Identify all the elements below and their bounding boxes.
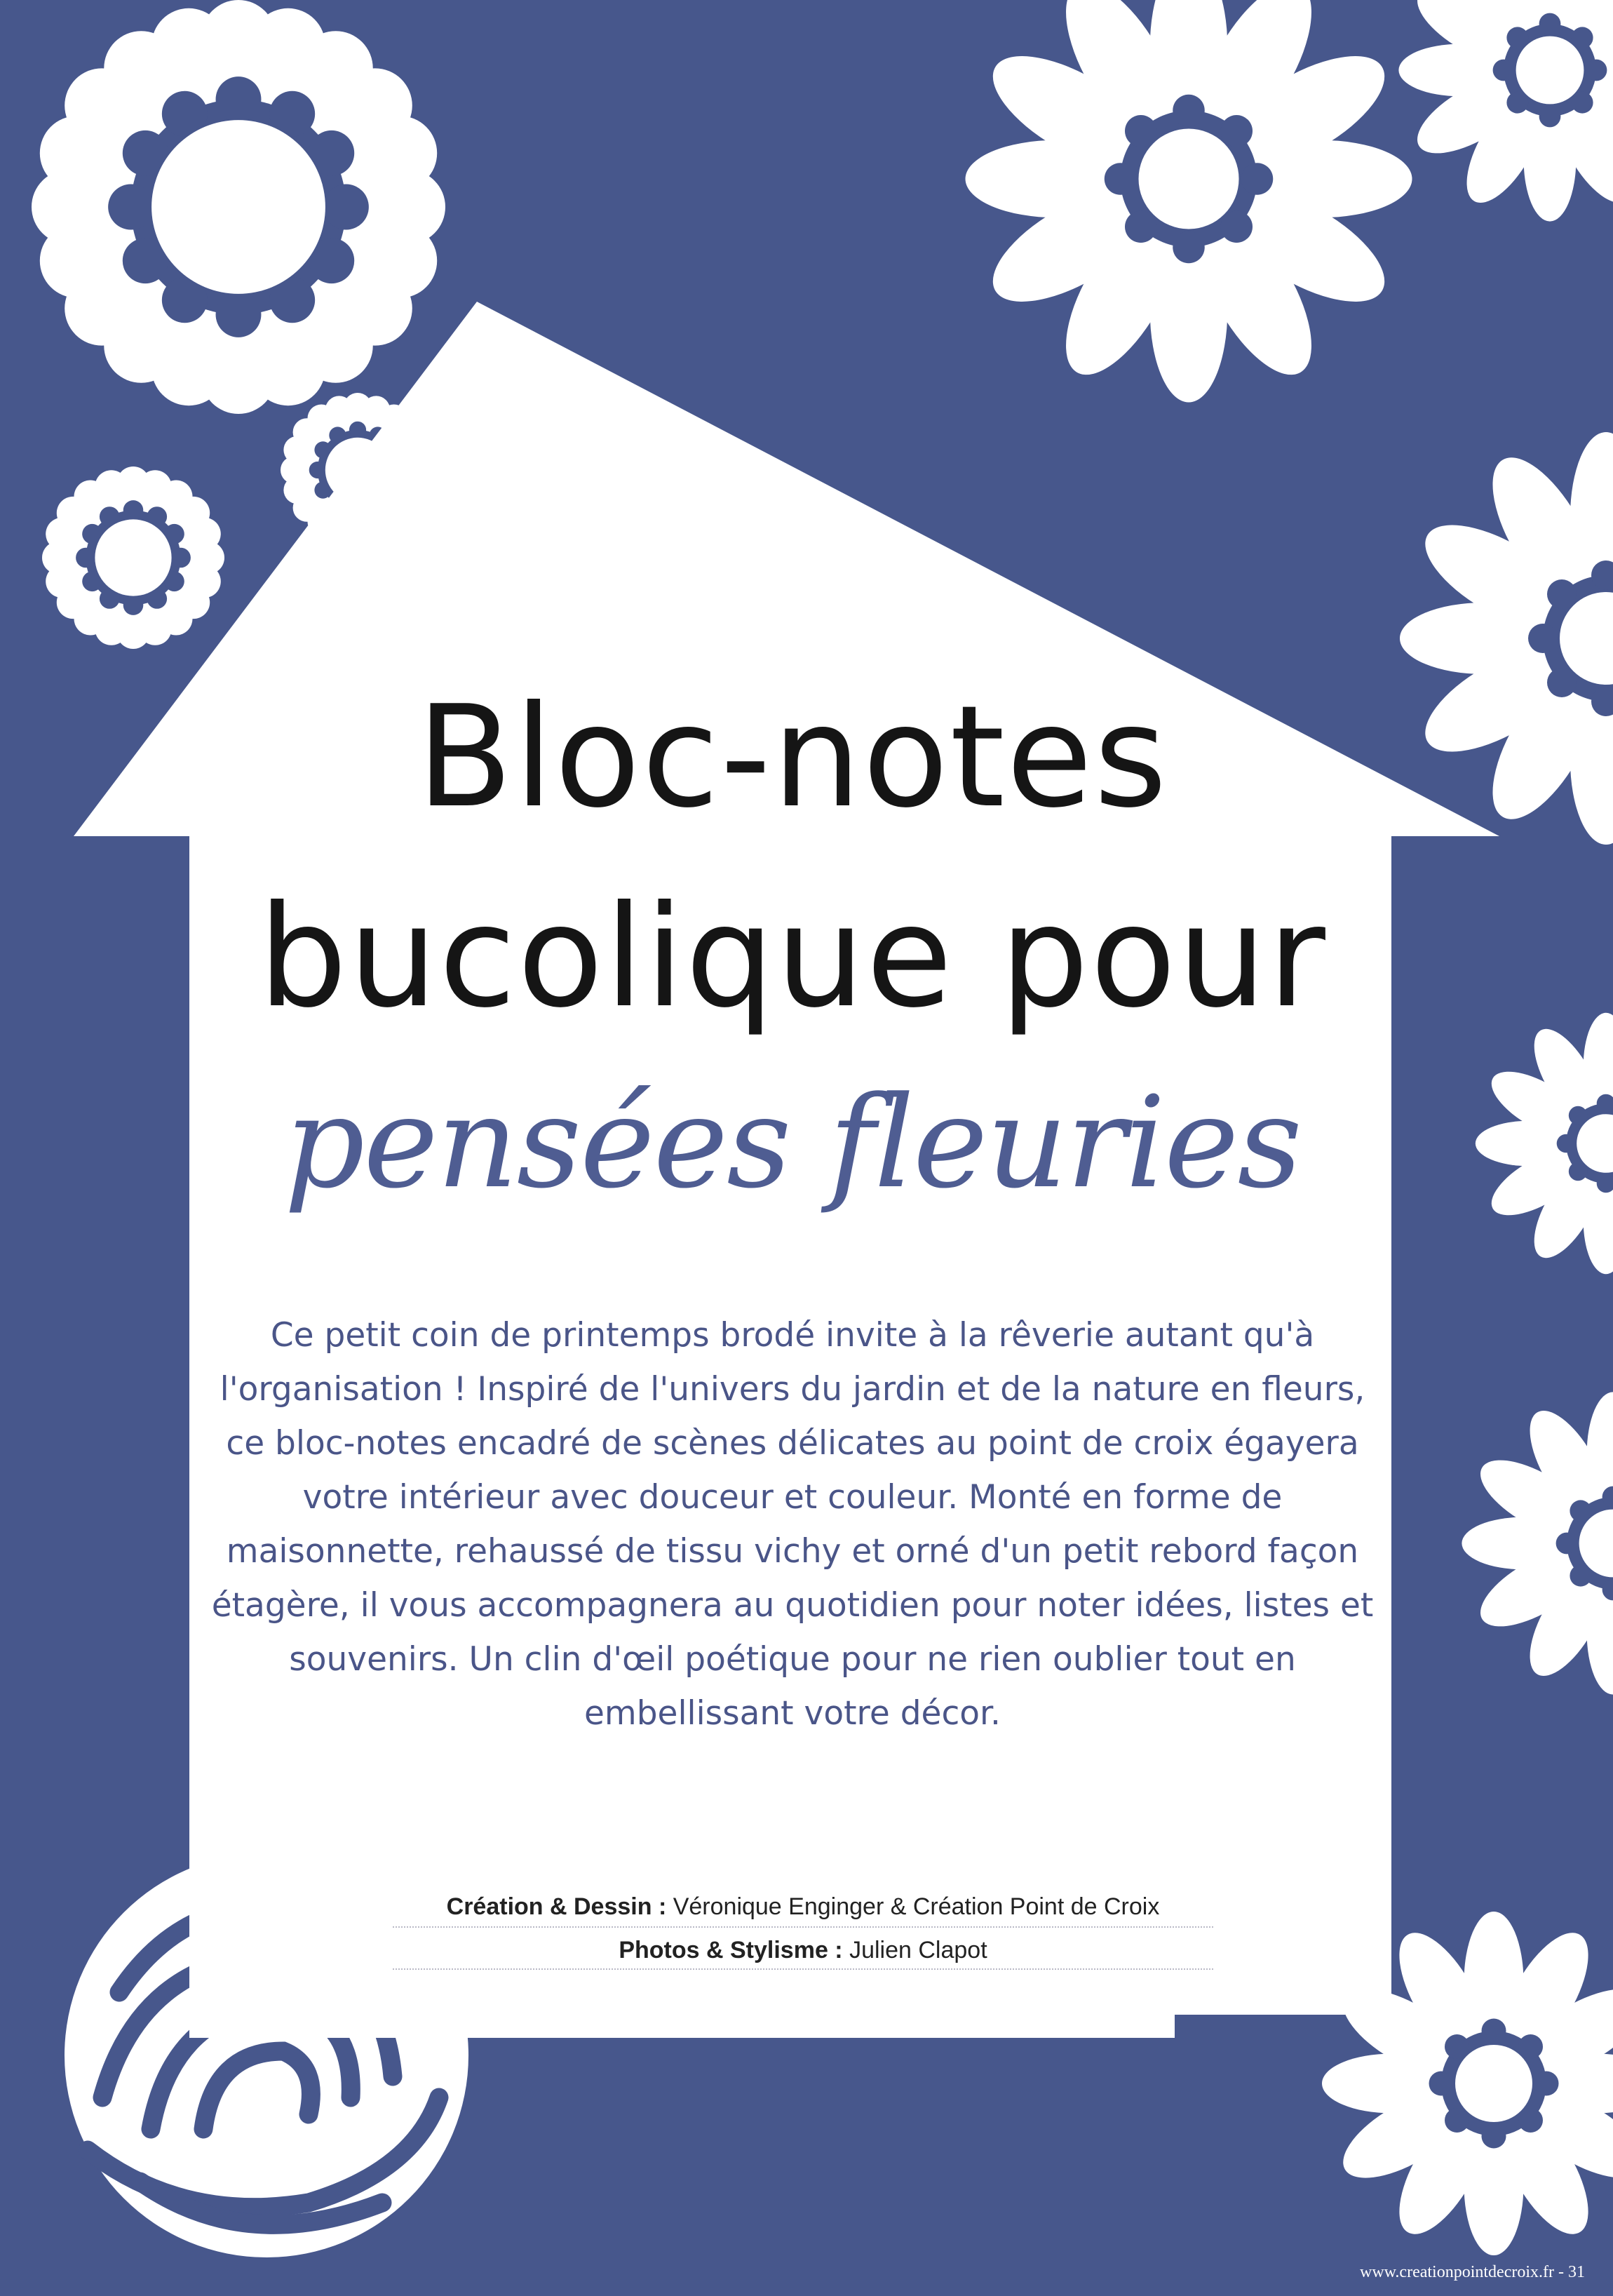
footer-website: www.creationpointdecroix.fr bbox=[1359, 2263, 1554, 2281]
credit-value: Véronique Enginger & Création Point de Croix bbox=[666, 1893, 1160, 1920]
intro-paragraph: Ce petit coin de printemps brodé invite à la rêverie autant qu'à l'organisation ! Inspiré de l'univers du jardin et de la nature en fleurs, ce bloc-notes encadré de scènes délicates au point de croix égayera votre intérieur avec douceur et couleur. Monté en forme de maisonnette, rehaussé de tissu vichy et orné d'un petit rebord façon étagère, il vous accompagnera au quotidien pour noter idées, listes et souvenirs. Un clin d'œil poétique pour ne rien oublier tout en embellissant votre décor. bbox=[211, 1316, 1374, 1733]
page-number: 31 bbox=[1568, 2263, 1585, 2281]
credit-design bbox=[393, 1891, 1213, 1922]
credit-photos bbox=[393, 1935, 1213, 1966]
title-line-2: bucolique pour bbox=[258, 875, 1327, 1039]
page-footer bbox=[1360, 2262, 1585, 2283]
title-script-line: pensées fleuries bbox=[284, 1070, 1301, 1216]
footer-separator: - bbox=[1554, 2263, 1568, 2281]
title-line-1: Bloc-notes bbox=[416, 676, 1169, 839]
credit-divider bbox=[393, 1926, 1213, 1928]
credit-label: Création & Dessin : bbox=[446, 1893, 667, 1920]
credit-label: Photos & Stylisme : bbox=[619, 1937, 843, 1963]
credit-divider bbox=[393, 1968, 1213, 1970]
credit-value: Julien Clapot bbox=[842, 1937, 987, 1963]
